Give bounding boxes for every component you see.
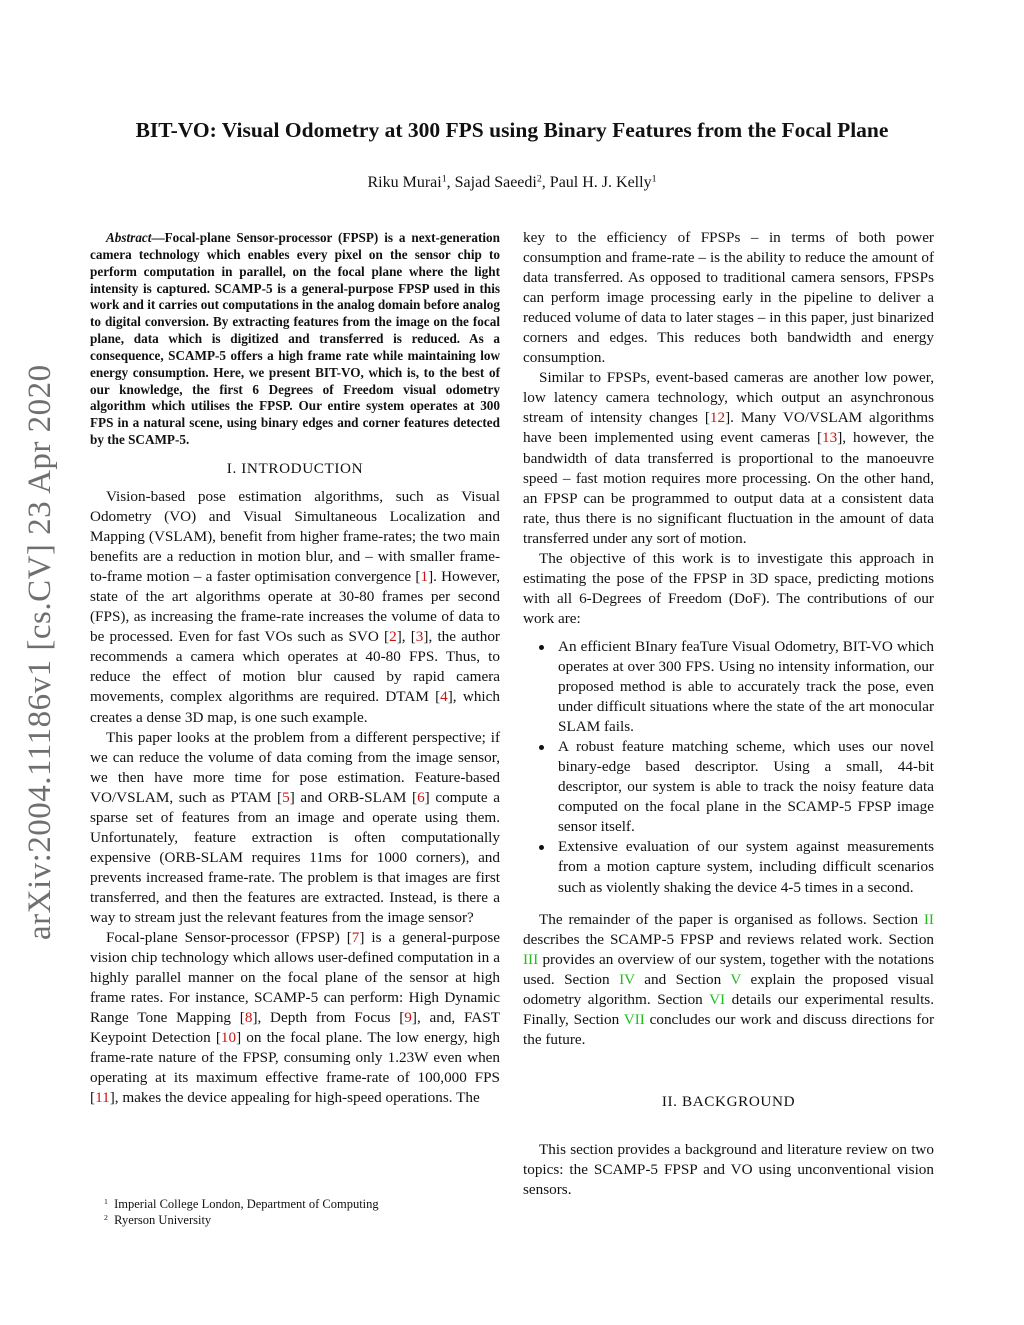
arxiv-stamp: arXiv:2004.11186v1 [cs.CV] 23 Apr 2020 bbox=[22, 364, 58, 940]
citation-link[interactable]: 9 bbox=[404, 1009, 412, 1027]
citation-link[interactable]: 11 bbox=[95, 1089, 110, 1107]
abstract: Abstract—Focal-plane Sensor-processor (FPSP) is a next-generation camera technology which enables every pixel on the sensor chip to perform computation in parallel, on the focal plane where the light intensity is captured. SCAMP-5 is a general-purpose FPSP used in this work and it carries out computations in the analog domain before analog to digital conversion. By extracting features from the image on the focal plane, data which is digitized and transferred is reduced. As a consequence, SCAMP-5 offers a high frame rate while maintaining low energy consumption. Here, we present BIT-VO, which is, to the best of our knowledge, the first 6 Degrees of Freedom visual odometry algorithm which utilises the FPSP. Our entire system operates at 300 FPS in a natural scene, using binary edges and corner features detected by the SCAMP-5. bbox=[90, 230, 500, 448]
author-name: Sajad Saeedi bbox=[454, 174, 537, 191]
author-name: Riku Murai bbox=[367, 174, 442, 191]
citation-link[interactable]: 3 bbox=[415, 628, 424, 646]
section-link[interactable]: IV bbox=[619, 970, 635, 988]
citation-link[interactable]: 8 bbox=[244, 1009, 253, 1027]
citation-link[interactable]: 13 bbox=[822, 429, 838, 447]
citation-link[interactable]: 1 bbox=[420, 568, 429, 586]
intro-paragraph-3: Focal-plane Sensor-processor (FPSP) [7] is a general-purpose vision chip technology which allows user-defined computation in a highly parallel manner on the focal plane of the sensor at high frame rates. For instance, SCAMP-5 can perform: High Dynamic Range Tone Mapping [8], Depth from Focus [9], and, FAST Keypoint Detection [10] on the focal plane. The low energy, high frame-rate nature of the FPSP, consuming only 1.23W even when operating at its maximum effective frame-rate of 100,000 FPS [11], makes the device appealing for high-speed operations. The bbox=[90, 929, 500, 1107]
section-link[interactable]: II bbox=[923, 910, 934, 928]
intro-paragraph-7: The remainder of the paper is organised as follows. Section II describes the SCAMP-5 FPSP and reviews related work. Section III provides an overview of our system, together with the notations used. Section IV and Section V explain the proposed visual odometry algorithm. Section VI details our experimental results. Finally, Section VII concludes our work and discuss directions for the future. bbox=[523, 910, 935, 1048]
contribution-item: An efficient BInary feaTure Visual Odometry, BIT-VO which operates at over 300 FPS. Using no intensity information, our proposed method is able to accurately track the pose, even under difficult situations where the state of the art monocular SLAM fails. bbox=[558, 637, 934, 737]
citation-link[interactable]: 10 bbox=[220, 1029, 237, 1047]
intro-paragraph-4: key to the efficiency of FPSPs – in terms of both power consumption and frame-rate – is the ability to reduce the amount of data transferred. As opposed to traditional camera sensors, FPSPs can perform image processing early in the pipeline to deliver a reduced volume of data to later stages – in this paper, just binarized corners and edges. This reduces both bandwidth and energy consumption. bbox=[523, 229, 934, 367]
intro-paragraph-6: The objective of this work is to investigate this approach in estimating the pose of the FPSP in 3D space, predicting motions with all 6-Degrees of Freedom (DoF). The contributions of our work are: bbox=[523, 549, 934, 627]
author-name: Paul H. J. Kelly bbox=[549, 174, 652, 191]
footnotes bbox=[104, 1196, 379, 1228]
paper-title: BIT-VO: Visual Odometry at 300 FPS using Binary Features from the Focal Plane bbox=[135, 118, 889, 142]
section-heading-introduction: I. INTRODUCTION bbox=[226, 459, 364, 477]
section-link[interactable]: VII bbox=[623, 1010, 645, 1028]
author-affiliation-mark: 1 bbox=[441, 173, 447, 185]
citation-link[interactable]: 5 bbox=[282, 788, 290, 806]
abstract-label: Abstract bbox=[106, 230, 152, 245]
section-link[interactable]: VI bbox=[709, 990, 726, 1008]
intro-paragraph-1: Vision-based pose estimation algorithms, such as Visual Odometry (VO) and Visual Simultaneous Localization and Mapping (VSLAM), benefit from higher frame-rates; the two main benefits are a reduction in motion blur, and – with smaller frame-to-frame motion – a faster optimisation convergence [1]. However, state of the art algorithms operate at 30-80 frames per second (FPS), as increasing the frame-rate increases the volume of data to be processed. Even for fast VOs such as SVO [2], [3], the author recommends a camera which operates at 40-80 FPS. Thus, to reduce the effect of motion blur caused by rapid camera movements, complex algorithms are required. DTAM [4], which creates a dense 3D map, is one such example. bbox=[90, 488, 501, 726]
author-affiliation-mark: 1 bbox=[651, 173, 657, 185]
intro-paragraph-5: Similar to FPSPs, event-based cameras are another low power, low latency camera technology, which output an asynchronous stream of intensity changes [12]. Many VO/VSLAM algorithms have been implemented using event cameras [13], however, the bandwidth of data transferred is proportional to the manoeuvre speed – fast motion requires more processing. On the other hand, an FPSP can be programmed to output data at a consistent data rate, thus there is no significant fluctuation in the amount of data transferred under any sort of motion. bbox=[523, 369, 934, 547]
right-column bbox=[523, 228, 934, 1200]
citation-link[interactable]: 6 bbox=[417, 788, 425, 806]
section-heading-background: II. BACKGROUND bbox=[661, 1092, 796, 1110]
citation-link[interactable]: 2 bbox=[389, 628, 397, 646]
citation-link[interactable]: 7 bbox=[351, 929, 360, 947]
background-paragraph-1: This section provides a background and literature review on two topics: the SCAMP-5 FPSP and VO using unconventional vision sensors. bbox=[523, 1140, 934, 1199]
left-column bbox=[90, 230, 500, 1108]
section-link[interactable]: V bbox=[730, 970, 742, 988]
author-list: Riku Murai$^1$, Sajad Saeedi$^2$, Paul H. J. Kelly$^1$ bbox=[367, 173, 657, 191]
author-affiliation-mark: 2 bbox=[536, 173, 542, 185]
contribution-item: A robust feature matching scheme, which uses our novel binary-edge based descriptor. Using a small, 44-bit descriptor, our system is able to track the noisy feature data computed on the focal plane in the SCAMP-5 FPSP image sensor itself. bbox=[558, 737, 934, 837]
footnote: $^2$ Ryerson University bbox=[104, 1212, 212, 1227]
citation-link[interactable]: 12 bbox=[709, 409, 726, 427]
section-link[interactable]: III bbox=[523, 950, 539, 968]
citation-link[interactable]: 4 bbox=[440, 688, 448, 706]
footnote: $^1$ Imperial College London, Department of Computing bbox=[104, 1196, 379, 1211]
contributions-list bbox=[523, 637, 934, 898]
abstract-text: Focal-plane Sensor-processor (FPSP) is a next-generation camera technology which enables every pixel on the sensor chip to perform computation in parallel, on the focal plane where the light intensity is captured. SCAMP-5 is a general-purpose FPSP used in this work and it carries out computations in the analog domain before analog to digital conversion. By extracting features from the image on the focal plane, data which is digitized and transferred is reduced. As a consequence, SCAMP-5 offers a high frame rate while maintaining low energy consumption. Here, we present BIT-VO, which is, to the best of our knowledge, the first 6 Degrees of Freedom visual odometry algorithm which utilises the FPSP. Our entire system operates at 300 FPS in a natural scene, using binary edges and corner features detected by the SCAMP-5. bbox=[90, 230, 500, 448]
intro-paragraph-2: This paper looks at the problem from a different perspective; if we can reduce the volume of data coming from the image sensor, we then have more time for pose estimation. Feature-based VO/VSLAM, such as PTAM [5] and ORB-SLAM [6] compute a sparse set of features from an image and operate using them. Unfortunately, feature extraction is often computationally expensive (ORB-SLAM requires 11ms for 1000 corners), and prevents increased frame-rate. The problem is that images are first transferred, and then the features are extracted. Instead, is there a way to stream just the relevant features from the image sensor? bbox=[90, 728, 500, 926]
contribution-item: Extensive evaluation of our system against measurements from a motion capture system, including difficult scenarios such as violently shaking the device 4-5 times in a second. bbox=[558, 837, 934, 897]
